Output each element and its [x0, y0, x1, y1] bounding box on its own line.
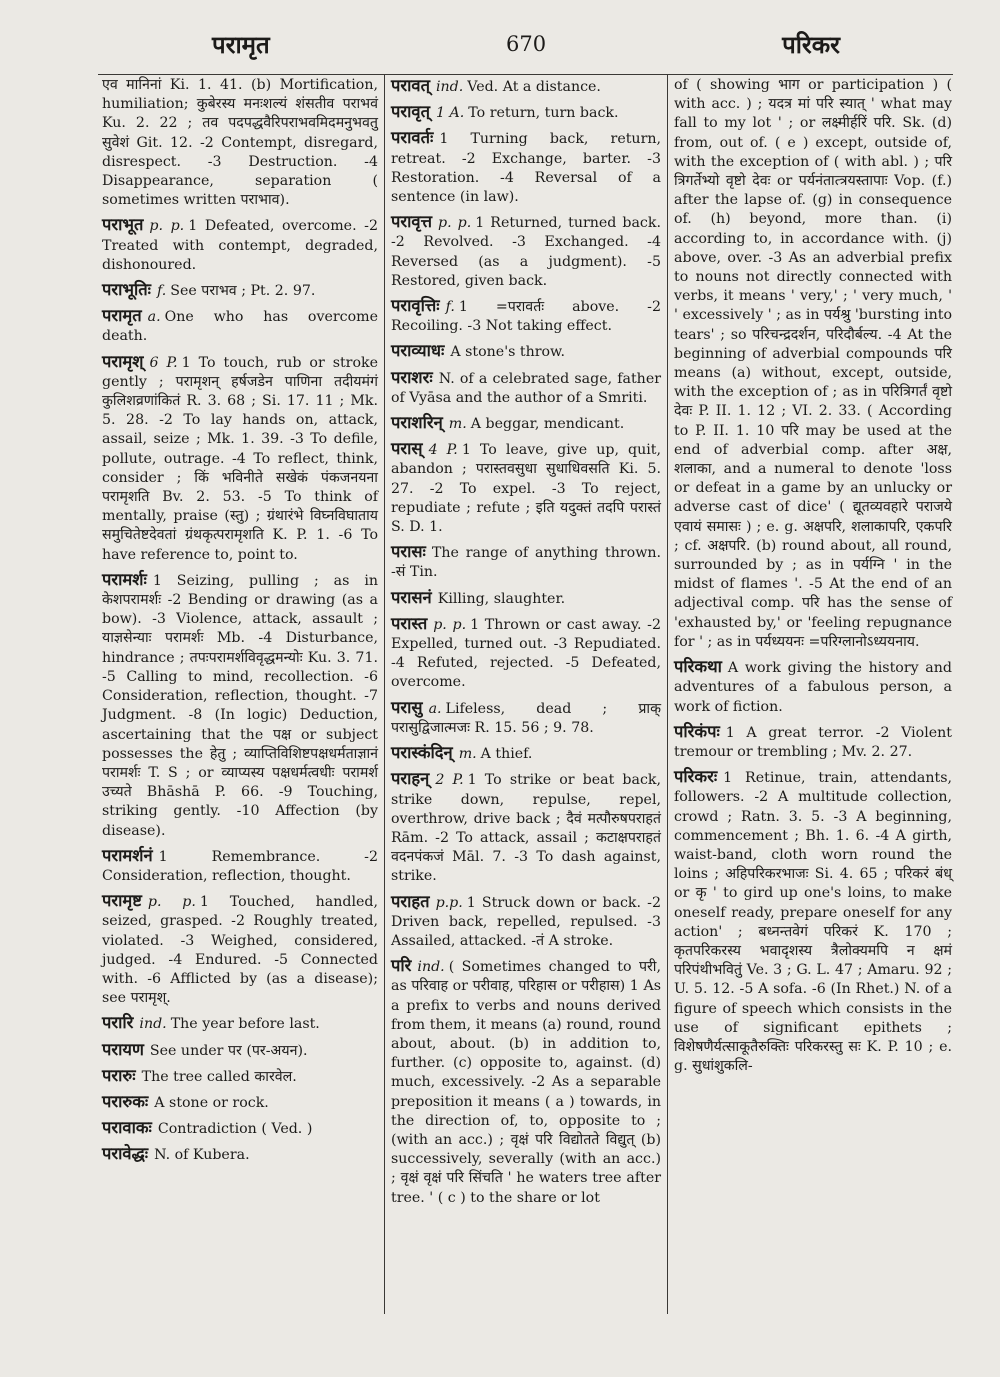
dictionary-entry [391, 341, 661, 362]
dictionary-entry [102, 1013, 378, 1034]
entry-definition: Contradiction ( Ved. ) [157, 1121, 313, 1138]
entry-headword: परावर्तः [391, 128, 434, 148]
entry-headword: परासु [391, 697, 423, 717]
dictionary-entry [391, 542, 661, 582]
entry-definition: N. of Kubera. [154, 1147, 250, 1164]
dictionary-entry [391, 76, 661, 97]
entry-grammar: ind. [417, 959, 445, 976]
entry-grammar: f. [157, 283, 167, 300]
entry-headword: परिकथा [674, 657, 722, 677]
dictionary-entry [102, 306, 378, 346]
dictionary-entry [102, 570, 378, 841]
column-2 [384, 74, 668, 1314]
column-3 [668, 74, 954, 1314]
dictionary-entry [102, 1040, 378, 1061]
entry-grammar: p. p. [147, 894, 196, 911]
entry-headword: परामर्शनं [102, 845, 153, 865]
entry-headword: परामृष्ट [102, 891, 142, 911]
running-head [100, 22, 900, 72]
entry-definition: 1 To leave, give up, quit, abandon ; परास्तवसुधा सुधाधिवसति Ki. 5. 27. -2 To expel. -3 To reject, repudiate ; refute ; इति यदुक्तं तदपि परास्तं S. D. 1. [391, 442, 661, 536]
entry-grammar: m. [458, 746, 477, 763]
dictionary-entry [674, 76, 952, 652]
entry-definition: एव मानिनां Ki. 1. 41. (b) Mortification, humiliation; कुबेरस्य मनःशल्यं शंसतीव पराभवं Ku. 2. 22 ; तव पदपद्धवैरिपराभवमिदमनुभवतु सुवेशं Git. 12. -2 Contempt, disregard, disrespect. -3 Destruction. -4 Disappearance, separation ( sometimes written पराभाव). [102, 77, 378, 209]
entry-headword: पराशरः [391, 367, 433, 387]
entry-definition: The year before last. [170, 1016, 320, 1033]
entry-headword: परास् [391, 439, 423, 459]
dictionary-entry [102, 215, 378, 275]
entry-grammar: 6 P. [149, 354, 178, 371]
entry-headword: परायण [102, 1039, 144, 1059]
dictionary-entry [102, 1092, 378, 1113]
column-1 [98, 74, 384, 1314]
entry-definition: Lifeless, dead ; प्राक् परासुद्विजात्मजः R. 15. 56 ; 9. 78. [391, 700, 661, 736]
entry-definition: 1 Struck down or back. -2 Driven back, repelled, repulsed. -3 Assailed, attacked. -तं A stroke. [391, 894, 661, 949]
entry-definition: The tree called कारवेल. [141, 1068, 297, 1085]
entry-headword: परारुकः [102, 1091, 149, 1111]
entry-definition: The range of anything thrown. -सं Tin. [391, 545, 661, 581]
entry-headword: परावत् [391, 76, 430, 95]
entry-headword: परावृत् [391, 102, 430, 122]
entry-headword: परावेद्धः [102, 1144, 149, 1164]
dictionary-entry [391, 212, 661, 291]
entry-headword: परावृत्त [391, 212, 432, 232]
entry-grammar: p. p. [433, 616, 467, 633]
entry-grammar: 2 P. [435, 772, 464, 789]
entry-definition: 1 Seizing, pulling ; as in केशपरामर्शः -2 Bending or drawing (as a bow). -3 Violence, attack, assault ; याज्ञसेन्याः परामर्शः Mb. -4 Disturbance, hindrance ; तपःपरामर्शविवृद्धमन्योः Ku. 3. 71. -5 Calling to mind, recollection. -6 Consideration, reflection, thought. -7 Judgment. -8 (In logic) Deduction, ascertaining that the पक्ष or subject possesses the हेतु ; व्याप्तिविशिष्टपक्षधर्मताज्ञानं परामर्शः T. S ; or व्याप्यस्य पक्षधर्मत्वधीः परामर्श उच्यते Bhāshā P. 66. -9 Touching, striking gently. -10 Affection (by disease). [102, 572, 378, 839]
entry-grammar: p. p. [437, 215, 472, 232]
dictionary-entry [674, 722, 952, 762]
dictionary-entry [102, 891, 378, 1008]
entry-definition: N. of a celebrated sage, father of Vyāsa and the author of a Smriti. [391, 370, 661, 406]
entry-headword: परावाकः [102, 1118, 152, 1138]
dictionary-entry [674, 767, 952, 1076]
entry-definition: 1 Remembrance. -2 Consideration, reflection, thought. [102, 848, 378, 884]
dictionary-entry [674, 657, 952, 717]
entry-grammar: ind. [435, 79, 464, 95]
entry-grammar: 4 P. [428, 442, 458, 459]
dictionary-entry [391, 769, 661, 886]
entry-headword: परिकरः [674, 767, 718, 787]
entry-definition: To return, turn back. [468, 105, 619, 122]
entry-definition: See पराभव ; Pt. 2. 97. [170, 283, 316, 300]
entry-definition: 1 A great terror. -2 Violent tremour or trembling ; Mv. 2. 27. [674, 724, 952, 760]
entry-headword: परावृत्तिः [391, 296, 440, 316]
entry-grammar: ind. [139, 1016, 167, 1033]
dictionary-entry [102, 1144, 378, 1165]
dictionary-entry [102, 280, 378, 301]
entry-headword: परारुः [102, 1065, 136, 1085]
entry-headword: पराभूत [102, 215, 144, 235]
page-number: 670 [506, 32, 547, 56]
dictionary-entry [391, 368, 661, 408]
entry-definition: A beggar, mendicant. [470, 416, 625, 433]
dictionary-entry [102, 1066, 378, 1087]
entry-definition: ( Sometimes changed to परी, as परिवाह or परीवाह, परिहास or परीहास) 1 As a prefix to verbs and nouns derived from them, it means (a) round, round about, about. (b) in addition to, further. (c) opposite to, against. (d) much, excessively. -2 As a separable preposition it means ( a ) towards, in the direction of, to, opposite to ; (with an acc.) ; वृक्षं परि विद्योतते विद्युत् (b) successively, severally (with an acc.) ; वृक्षं वृक्षं परि सिंचति ' he waters tree after tree. ' ( c ) to the share or lot [391, 959, 661, 1206]
entry-headword: परामृश् [102, 351, 144, 371]
dictionary-entry [102, 76, 378, 210]
dictionary-entry [102, 1118, 378, 1139]
entry-definition: Ved. At a distance. [467, 79, 601, 95]
dictionary-entry [391, 588, 661, 609]
dictionary-entry [391, 614, 661, 693]
entry-headword: पराव्याधः [391, 341, 445, 361]
dictionary-entry [102, 352, 378, 565]
dictionary-entry [391, 128, 661, 207]
entry-definition: A work giving the history and adventures of a fabulous person, a work of fiction. [674, 660, 952, 715]
dictionary-entry [391, 413, 661, 434]
entry-definition: 1 Returned, turned back. -2 Revolved. -3 Exchanged. -4 Reversed (as a judgment). -5 Restored, given back. [391, 215, 661, 289]
entry-definition: 1 =परावर्तः above. -2 Recoiling. -3 Not taking effect. [391, 299, 661, 335]
dictionary-entry [391, 296, 661, 336]
entry-headword: परिकंपः [674, 721, 720, 741]
text-columns [98, 74, 954, 1314]
entry-grammar: f. [445, 299, 455, 316]
dictionary-entry [391, 743, 661, 764]
entry-grammar: 1 A. [435, 105, 465, 122]
entry-headword: परास्कंदिन् [391, 743, 453, 763]
entry-headword: परारि [102, 1013, 134, 1033]
entry-headword: परासः [391, 542, 426, 562]
dictionary-entry [391, 956, 661, 1208]
entry-definition: A stone or rock. [154, 1094, 269, 1111]
entry-headword: पराशरिन् [391, 413, 443, 433]
entry-definition: 1 To touch, rub or stroke gently ; परामृशन् हर्षजडेन पाणिना तदीयमंगं कुलिशव्रणांकितं R. 3. 68 ; Si. 17. 11 ; Mk. 5. 28. -2 To lay hands on, attack, assail, seize ; Mk. 1. 39. -3 To defile, pollute, outrage. -4 To reflect, think, consider ; किं भविनीते सखेकं पंकजनयना परामृशति Bv. 2. 53. -5 To think of mentally, praise (स्तु) ; ग्रंथारंभे विघ्नविघाताय समुचितेष्टदेवतां ग्रंथकृत्परामृशति K. P. 1. -6 To have reference to, point to. [102, 354, 378, 563]
entry-headword: परि [391, 956, 412, 976]
entry-definition: 1 Turning back, return, retreat. -2 Exchange, barter. -3 Restoration. -4 Reversal of a sentence (in law). [391, 131, 661, 206]
entry-definition: One who has overcome death. [102, 309, 378, 345]
entry-headword: पराहन् [391, 769, 430, 789]
entry-headword: पराहत [391, 891, 430, 911]
entry-headword: परामर्शः [102, 569, 147, 589]
entry-definition: A thief. [480, 746, 533, 763]
entry-grammar: a. [428, 700, 442, 717]
entry-definition: 1 Touched, handled, seized, grasped. -2 Roughly treated, violated. -3 Weighed, considered, judged. -4 Endured. -5 Connected with. -6 Afflicted by (as a disease); see परामृश्. [102, 894, 378, 1007]
entry-headword: परास्त [391, 613, 428, 633]
entry-definition: 1 To strike or beat back, strike down, repulse, repel, overthrow, drive back ; दैवं मत्पौरुषपराहतं Rām. -2 To attack, assail ; कटाक्षपराहतं वदनपंकजं Māl. 7. -3 To dash against, strike. [391, 772, 662, 885]
entry-grammar: m. [448, 416, 467, 433]
entry-definition: 1 Defeated, overcome. -2 Treated with contempt, degraded, dishonoured. [102, 218, 378, 273]
entry-headword: पराभूतिः [102, 280, 152, 300]
entry-definition: 1 Retinue, train, attendants, followers. -2 A multitude collection, crowd ; Ratn. 3. 5. -3 A beginning, commencement ; Bh. 1. 6. -4 A girth, waist-band, cloth worn round the loins ; अहिपरिकरभाजः Si. 4. 65 ; परिकरं बंध् or कृ ' to gird up one's loins, to make oneself ready, prepare oneself for any action' ; बध्नन्तवेगं परिकरं K. 170 ; कृतपरिकरस्य भवादृशस्य त्रैलोक्यमपि न क्षमं परिपंथीभवितुं Ve. 3 ; G. L. 47 ; Amaru. 92 ; U. 5. 12. -5 A sofa. -6 (In Rhet.) N. of a figure of speech which consists in the use of significant epithets ; विशेषणैर्यत्साकूतैरुक्तिः परिकरस्तु सः K. P. 10 ; e. g. सुधांशुकलि- [674, 770, 952, 1075]
dictionary-entry [391, 698, 661, 738]
entry-grammar: p.p. [435, 894, 463, 911]
entry-definition: 1 Thrown or cast away. -2 Expelled, turned out. -3 Repudiated. -4 Refuted, rejected. -5 Defeated, overcome. [391, 616, 661, 691]
entry-grammar: a. [147, 309, 161, 326]
dictionary-entry [391, 102, 661, 123]
dictionary-entry [102, 846, 378, 886]
dictionary-entry [391, 892, 661, 952]
left-guide-word: परामृत [212, 30, 270, 59]
entry-headword: परासनं [391, 587, 432, 607]
entry-headword: परामृत [102, 306, 142, 326]
entry-definition: of ( showing भाग or participation ) ( with acc. ) ; यदत्र मां परि स्यात् ' what may fall to my lot ' ; or लक्ष्मीर्हरिं परि. Sk. (d) from, out of. ( e ) except, outside of, with the exception of ( with abl. ) ; परि त्रिगर्तेभ्यो वृष्टो देवः or पर्यनंतात्त्रयस्तापाः Vop. (f.) after the lapse of. (g) in consequence of. (h) beyond, more than. (i) according to, in accordance with. (j) above, over. -3 As an adverbial prefix to nouns not directly connected with verbs, it means ' very,' ; ' very much, ' ' excessively ' ; as in पर्यश्रु 'bursting into tears' ; so परिचन्द्रदर्शन, परिदौर्बल्य. -4 At the beginning of adverbial compounds परि means (a) without, except, outside, with the exception of ; as in परित्रिगर्तं वृष्टो देवः P. II. 1. 12 ; VI. 2. 33. ( According to P. II. 1. 10 परि may be used at the end of adverbial comp. after अक्ष, शलाका, and a numeral to denote 'loss or defeat in a game by an unlucky or adverse cast of dice' ( द्यूतव्यवहारे पराजये एवायं समासः ) ; e. g. अक्षपरि, शलाकापरि, एकपरि ; cf. अक्षपरि. (b) round about, all round, surrounded by ; as in पर्यग्नि ' in the midst of flames '. -5 At the end of an adjectival comp. परि has the sense of 'exhausted by,' or 'feeling repugnance for ' ; as in पर्यध्ययनः =परिग्लानोऽध्ययनाय. [674, 77, 952, 650]
right-guide-word: परिकर [782, 30, 840, 59]
entry-definition: See under पर (पर-अयन). [149, 1042, 308, 1059]
entry-definition: A stone's throw. [450, 344, 566, 361]
entry-definition: Killing, slaughter. [437, 590, 566, 607]
dictionary-entry [391, 439, 661, 537]
entry-grammar: p. p. [149, 218, 185, 235]
